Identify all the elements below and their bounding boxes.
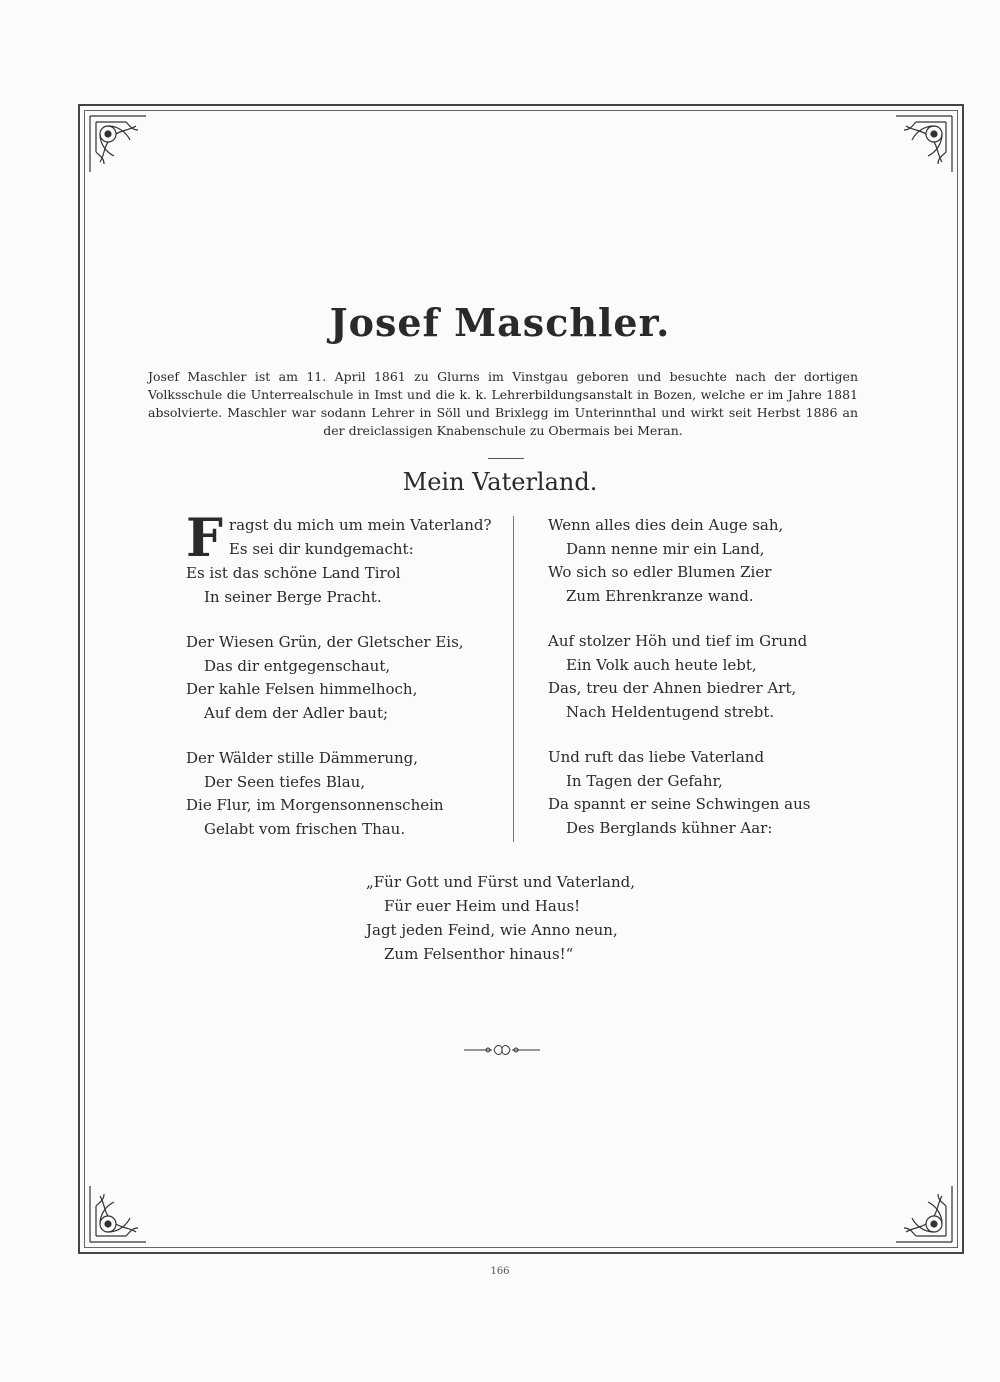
poem-line: Ein Volk auch heute lebt, [566, 655, 757, 674]
poem-line: Der Wälder stille Dämmerung, [186, 749, 419, 767]
poem-line: Es ist das schöne Land Tirol [186, 564, 401, 582]
author-biography: Josef Maschler ist am 11. April 1861 zu Glurns im Vinstgau geboren und besuchte nach der dortigen Volksschule die Unterrealschule in Imst und die k. k. Lehrerbildungsanstalt in Bozen, welche er im Jahre 1881 absolvierte. Maschler war sodann Lehrer in Söll und Brixlegg im Unterinnthal und wirkt seit Herbst 1886 an der dreiclassigen Knabenschule zu Obermais bei Meran. [148, 369, 858, 438]
poem-line: In seiner Berge Pracht. [204, 587, 382, 606]
page-number: 166 [490, 1266, 510, 1277]
poem-line: In Tagen der Gefahr, [566, 771, 723, 790]
poem-line: Der Seen tiefes Blau, [204, 772, 366, 791]
end-ornament-icon [462, 1042, 542, 1056]
poem-line: Dann nenne mir ein Land, [566, 539, 765, 558]
poem-line: Es sei dir kundgemacht: [228, 539, 414, 558]
poem-title: Mein Vaterland. [402, 468, 598, 496]
poem-line: Der Wiesen Grün, der Gletscher Eis, [186, 633, 464, 651]
poem-line: Für euer Heim und Haus! [384, 897, 581, 915]
poem-line: Wenn alles dies dein Auge sah, [548, 516, 784, 534]
poem-line: Das dir entgegenschaut, [204, 656, 391, 675]
poem-line: Wo sich so edler Blumen Zier [548, 563, 772, 581]
stanza [548, 746, 868, 840]
section-divider [488, 458, 524, 459]
poem-column-right [548, 514, 868, 862]
stanza [186, 747, 496, 841]
corner-ornament-icon [86, 1182, 150, 1246]
poem-line: Zum Ehrenkranze wand. [566, 586, 754, 605]
drop-cap: F [186, 508, 223, 569]
corner-ornament-icon [86, 112, 150, 176]
stanza [548, 514, 868, 608]
final-stanza [366, 870, 666, 966]
poem-line: ragst du mich um mein Vaterland? [228, 516, 492, 534]
stanza [548, 630, 868, 724]
poem-line: Jagt jeden Feind, wie Anno neun, [366, 921, 618, 939]
poem-line: Des Berglands kühner Aar: [566, 818, 773, 837]
poem-column-left [186, 508, 496, 863]
column-divider [513, 516, 514, 842]
poem-line: Nach Heldentugend strebt. [566, 702, 775, 721]
poem-line: Auf stolzer Höh und tief im Grund [548, 632, 808, 650]
corner-ornament-icon [892, 112, 956, 176]
poem-line: Zum Felsenthor hinaus!“ [384, 945, 574, 963]
poem-line: Da spannt er seine Schwingen aus [548, 795, 811, 813]
poem-line: Und ruft das liebe Vaterland [548, 748, 765, 766]
poem-line: Die Flur, im Morgensonnenschein [186, 796, 444, 814]
stanza [186, 631, 496, 725]
poem-line: Auf dem der Adler baut; [204, 703, 389, 722]
poem-line: Gelabt vom frischen Thau. [204, 819, 406, 838]
poem-line: „Für Gott und Fürst und Vaterland, [366, 873, 635, 891]
poem-line: Das, treu der Ahnen biedrer Art, [548, 679, 797, 697]
stanza [186, 508, 496, 609]
page-title: Josef Maschler. [329, 300, 671, 345]
poem-line: Der kahle Felsen himmelhoch, [186, 680, 418, 698]
corner-ornament-icon [892, 1182, 956, 1246]
